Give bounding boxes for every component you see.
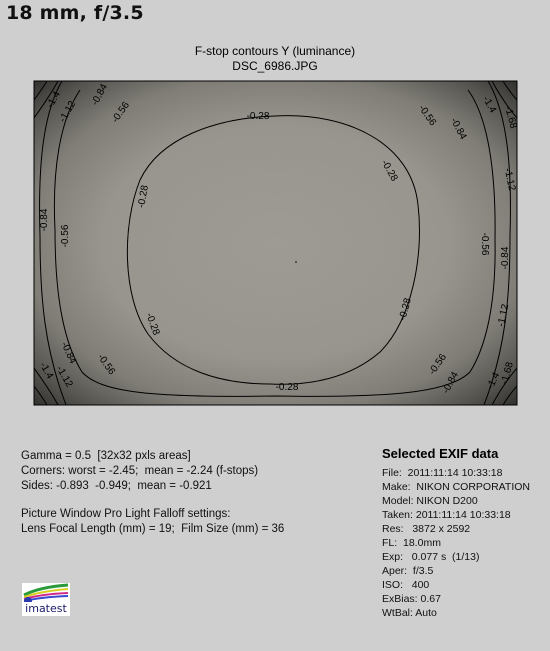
sides-info: Sides: -0.893 -0.949; mean = -0.921 [21,480,212,492]
contour-label: -0.84 [440,370,462,396]
exif-row: WtBal: Auto [382,607,437,619]
exif-row: File: 2011:11:14 10:33:18 [382,467,503,479]
contour-label: -0.28 [378,158,400,184]
contour-label: -0.56 [60,224,71,248]
contour-label: -0.56 [109,100,132,126]
exif-row: Aper: f/3.5 [382,565,434,577]
contour-label: -0.28 [136,184,151,209]
exif-row: Exp: 0.077 s (1/13) [382,551,480,563]
exif-row: Taken: 2011:11:14 10:33:18 [382,509,511,521]
contour-label: -0.28 [397,296,414,322]
chart-subtitle: DSC_6986.JPG [232,59,318,73]
contour-label: -0.84 [58,340,79,366]
contour-label: -1.68 [499,360,516,386]
contour-label: -0.84 [39,208,50,232]
exif-title: Selected EXIF data [382,446,499,461]
exif-row: ExBias: 0.67 [382,593,441,605]
contour-label: -0.56 [426,352,449,378]
center-marker [295,261,297,263]
corners-info: Corners: worst = -2.45; mean = -2.24 (f-stops) [21,465,259,477]
contour-label: -1.4 [44,89,63,110]
chart-title: F-stop contours Y (luminance) [194,44,356,58]
contour-label: -0.28 [275,382,299,393]
contour-label: -1.12 [501,167,518,192]
lens-info: Lens Focal Length (mm) = 19; Film Size (mm) = 36 [21,523,285,535]
contour-label: -0.84 [89,82,111,108]
contour-label: -1.12 [53,364,75,390]
exif-row: FL: 18.0mm [382,537,441,549]
contour-label: -0.84 [447,116,469,142]
gamma-info: Gamma = 0.5 [32x32 pxls areas] [21,450,191,462]
pw-settings-info: Picture Window Pro Light Falloff settings: [21,508,231,520]
contour-label: -0.56 [416,103,439,129]
contour-label: -0.28 [246,111,270,122]
contour-label: -0.84 [500,246,511,270]
contour-label: -1.68 [502,104,519,130]
page-heading: 18 mm, f/3.5 [6,2,144,24]
exif-row: ISO: 400 [382,579,430,591]
contour-label: -0.56 [95,352,118,378]
exif-row: Make: NIKON CORPORATION [382,481,530,493]
exif-row: Model: NIKON D200 [382,495,478,507]
contour-label: -0.28 [143,311,162,337]
contour-label: -1.12 [57,99,79,125]
contour-label: -1.12 [495,303,512,328]
contour-label: -1.4 [480,94,499,115]
contour-label: -1.4 [485,370,503,392]
contour-label: -1.4 [37,360,56,381]
logo-text: imatest [22,602,70,615]
contour-label: -0.56 [479,232,490,256]
exif-row: Res: 3872 x 2592 [382,523,471,535]
